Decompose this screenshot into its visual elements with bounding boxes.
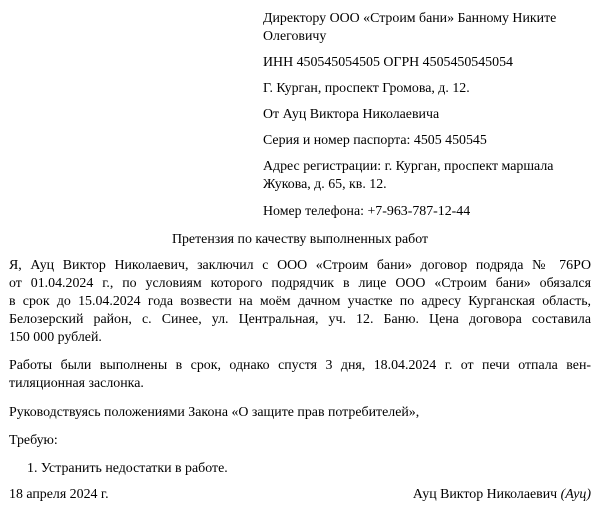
demand-heading: Требую: bbox=[9, 433, 58, 448]
passport-details: Серия и номер паспорта: 4505 450545 bbox=[263, 133, 487, 148]
paragraph-1-line-3: в срок до 15.04.2024 года возвести на моём дачном участке по адресу Курганская область, bbox=[9, 294, 591, 309]
inn-ogrn: ИНН 450545054505 ОГРН 4505450545054 bbox=[263, 55, 513, 70]
phone-number: Номер телефона: +7-963-787-12-44 bbox=[263, 204, 471, 219]
sender-name: От Ауц Виктора Николаевича bbox=[263, 107, 440, 122]
signer-name: Ауц Виктор Николаевич bbox=[412, 487, 558, 502]
paragraph-1-line-4: Белозерский район, с. Синее, ул. Центральная, уч. 12. Баню. Цена договора составила bbox=[9, 312, 591, 327]
registration-address-line-2: Жукова, д. 65, кв. 12. bbox=[263, 177, 387, 192]
signature: (Ауц) bbox=[560, 487, 591, 502]
addressee-line-2: Олеговичу bbox=[263, 29, 327, 44]
addressee-line-1: Директору ООО «Строим бани» Банному Никите bbox=[263, 11, 557, 26]
company-address: Г. Курган, проспект Громова, д. 12. bbox=[263, 81, 470, 96]
paragraph-1-line-5: 150 000 рублей. bbox=[9, 330, 102, 345]
paragraph-2-line-2: тиляционная заслонка. bbox=[9, 376, 144, 391]
legal-basis-paragraph: Руководствуясь положениями Закона «О защите прав потребителей», bbox=[9, 405, 420, 420]
paragraph-1-line-1: Я, Ауц Виктор Николаевич, заключил с ООО «Строим бани» договор подряда № 76РО bbox=[9, 258, 591, 273]
document-title: Претензия по качеству выполненных работ bbox=[171, 232, 429, 247]
document-date: 18 апреля 2024 г. bbox=[9, 487, 109, 502]
paragraph-2-line-1: Работы были выполнены в срок, однако спустя 3 дня, 18.04.2024 г. от печи отпала вен- bbox=[9, 358, 591, 373]
paragraph-1-line-2: от 01.04.2024 г., по условиям которого подрядчик в лице ООО «Строим бани» обязался bbox=[9, 276, 591, 291]
demand-item: 1. Устранить недостатки в работе. bbox=[27, 461, 228, 476]
registration-address-line-1: Адрес регистрации: г. Курган, проспект маршала bbox=[263, 159, 554, 174]
signature-block bbox=[413, 486, 591, 504]
